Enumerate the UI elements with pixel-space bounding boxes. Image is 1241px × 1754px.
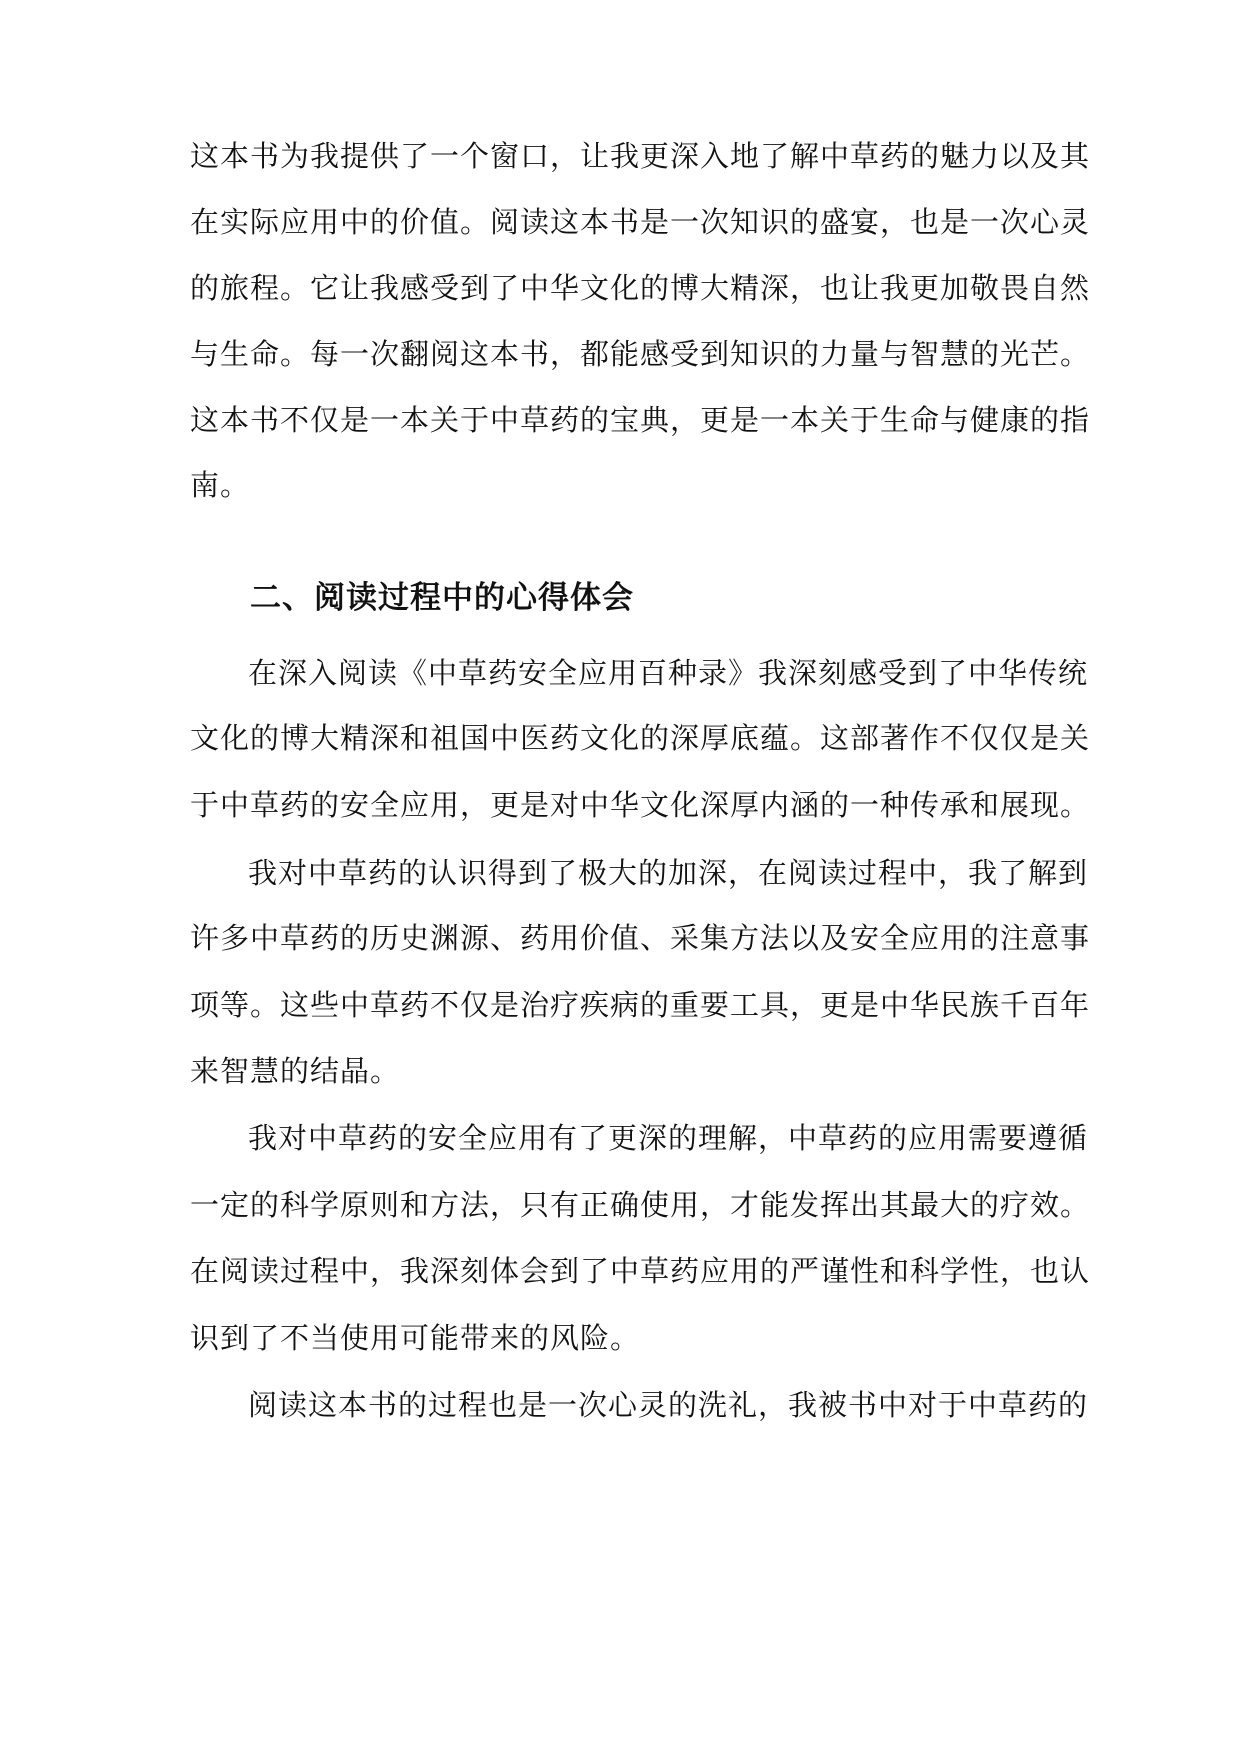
text-line: 阅读这本书的过程也是一次心灵的洗礼，我被书中对于中草药的 (248, 1388, 1089, 1422)
text-line: 来智慧的结晶。 (190, 1054, 401, 1088)
text-line: 的旅程。它让我感受到了中华文化的博大精深，也让我更加敬畏自然 (190, 271, 1091, 305)
text-line: 这本书为我提供了一个窗口，让我更深入地了解中草药的魅力以及其 (190, 139, 1091, 173)
text-line: 这本书不仅是一本关于中草药的宝典，更是一本关于生命与健康的指 (190, 403, 1091, 437)
text-line: 于中草药的安全应用，更是对中华文化深厚内涵的一种传承和展现。 (190, 788, 1091, 822)
text-line: 在实际应用中的价值。阅读这本书是一次知识的盛宴，也是一次心灵 (190, 205, 1091, 239)
text-line: 许多中草药的历史渊源、药用价值、采集方法以及安全应用的注意事 (190, 921, 1091, 955)
text-line: 文化的博大精深和祖国中医药文化的深厚底蕴。这部著作不仅仅是关 (190, 721, 1091, 755)
text-line: 在深入阅读《中草药安全应用百种录》我深刻感受到了中华传统 (248, 656, 1089, 690)
text-line: 项等。这些中草药不仅是治疗疾病的重要工具，更是中华民族千百年 (190, 988, 1091, 1022)
text-line: 与生命。每一次翻阅这本书，都能感受到知识的力量与智慧的光芒。 (190, 337, 1091, 371)
text-line: 南。 (190, 468, 251, 502)
text-line: 在阅读过程中，我深刻体会到了中草药应用的严谨性和科学性，也认 (190, 1254, 1091, 1288)
text-line: 我对中草药的安全应用有了更深的理解，中草药的应用需要遵循 (248, 1121, 1089, 1155)
text-line: 识到了不当使用可能带来的风险。 (190, 1321, 641, 1355)
text-line: 一定的科学原则和方法，只有正确使用，才能发挥出其最大的疗效。 (190, 1188, 1091, 1222)
text-line: 我对中草药的认识得到了极大的加深，在阅读过程中，我了解到 (248, 856, 1089, 890)
section-heading: 二、阅读过程中的心得体会 (250, 580, 634, 616)
